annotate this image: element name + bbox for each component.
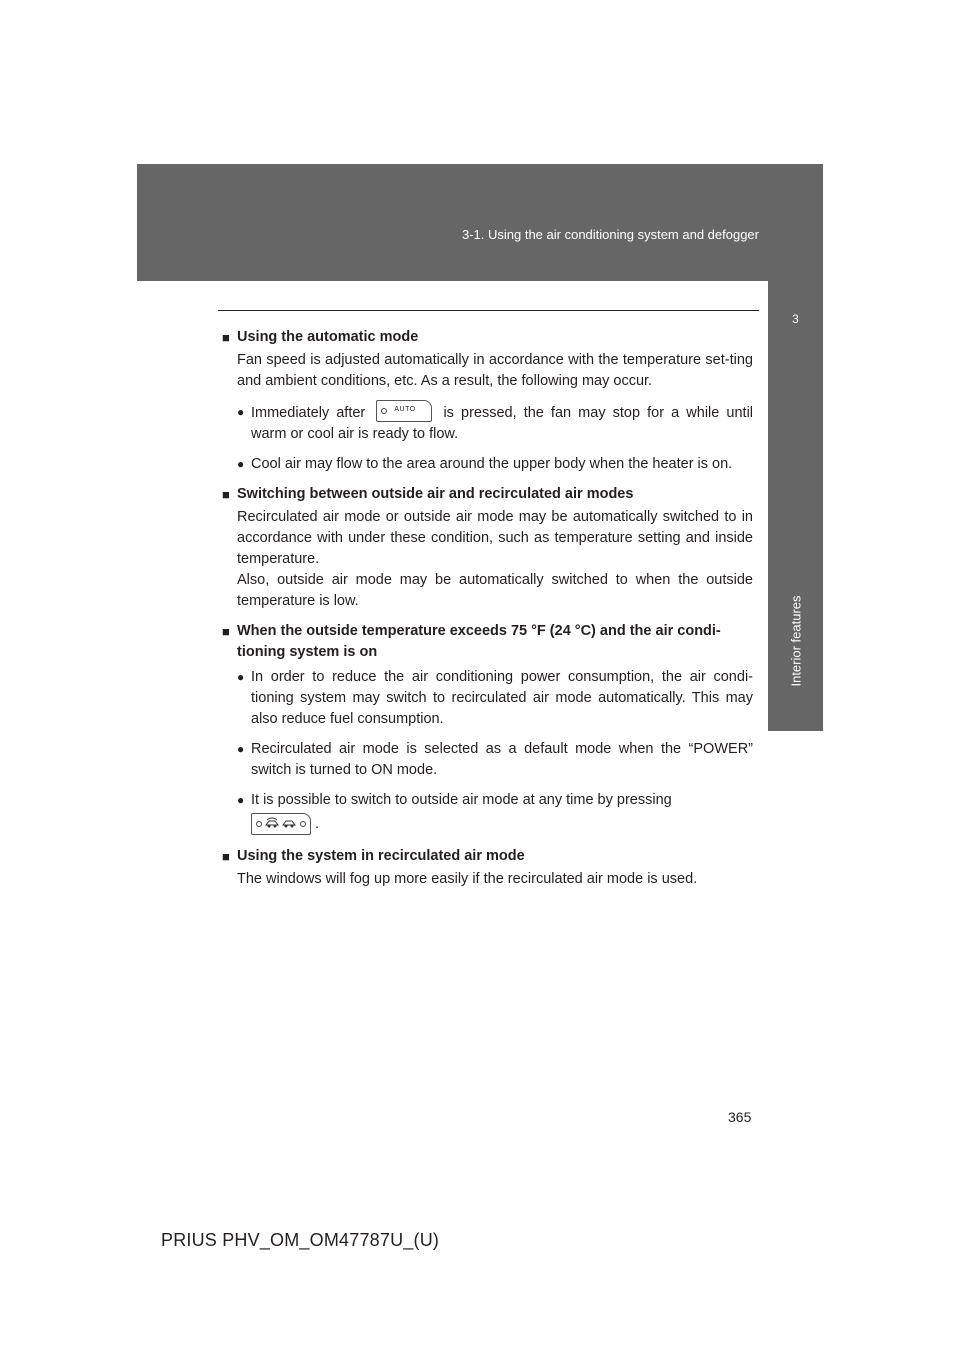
paragraph: The windows will fog up more easily if the recirculated air mode is used. xyxy=(237,871,698,887)
chapter-side-tab xyxy=(768,281,823,731)
circle-bullet-icon: ● xyxy=(237,405,245,419)
car-recirculation-icon xyxy=(264,817,298,829)
auto-button-icon xyxy=(376,400,432,422)
recirculation-button-icon xyxy=(251,813,311,835)
footer-text: PRIUS PHV_OM_OM47787U_(U) xyxy=(161,1230,440,1250)
list-item xyxy=(222,739,753,781)
heading-text: When the outside temperature exceeds 75 °F (24 °C) and the air condi-tioning system is on xyxy=(237,623,721,660)
paragraph: Also, outside air mode may be automatically switched to when the outside temperature is low. xyxy=(237,572,753,609)
square-bullet-icon: ■ xyxy=(222,849,230,864)
header-band xyxy=(137,164,823,281)
paragraph: Fan speed is adjusted automatically in accordance with the temperature set-ting and ambient conditions, etc. As a result, the following may occur. xyxy=(237,352,753,389)
section-heading xyxy=(222,327,753,348)
list-item xyxy=(222,402,753,445)
chapter-label: Interior features xyxy=(788,595,804,687)
heading-text: Switching between outside air and recirculated air modes xyxy=(237,486,634,502)
indicator-light xyxy=(300,821,306,827)
chapter-number: 3 xyxy=(792,312,799,326)
list-item xyxy=(222,667,753,730)
square-bullet-icon: ■ xyxy=(222,624,230,639)
section-title: 3-1. Using the air conditioning system and defogger xyxy=(461,227,759,242)
paragraph: Recirculated air mode or outside air mode may be automatically switched to in accordance with under these condition, such as temperature setting and inside temperature. xyxy=(237,509,753,567)
list-item-text: Immediately after AUTO is pressed, the fan may stop for a while until warm or cool air is ready to flow. xyxy=(251,402,753,445)
list-item-text: It is possible to switch to outside air mode at any time by pressing . xyxy=(251,790,753,837)
circle-bullet-icon: ● xyxy=(237,670,245,684)
heading-text: Using the system in recirculated air mode xyxy=(237,848,525,864)
indicator-light xyxy=(256,821,262,827)
section-heading xyxy=(222,621,753,663)
section-heading xyxy=(222,846,753,867)
page-content xyxy=(222,327,753,890)
section-heading xyxy=(222,484,753,505)
auto-button-label: AUTO xyxy=(394,406,416,413)
circle-bullet-icon: ● xyxy=(237,742,245,756)
list-item-text: Cool air may flow to the area around the upper body when the heater is on. xyxy=(251,456,733,472)
circle-bullet-icon: ● xyxy=(237,457,245,471)
indicator-light xyxy=(381,408,387,414)
list-item-text: Recirculated air mode is selected as a default mode when the “POWER” switch is turned to ON mode. xyxy=(251,741,753,778)
list-item xyxy=(222,454,753,475)
square-bullet-icon: ■ xyxy=(222,487,230,502)
square-bullet-icon: ■ xyxy=(222,330,230,345)
page-number: 365 xyxy=(728,1109,752,1125)
divider-rule xyxy=(218,310,759,311)
list-item xyxy=(222,790,753,837)
heading-text: Using the automatic mode xyxy=(237,329,419,345)
list-item-text: In order to reduce the air conditioning power consumption, the air condi-tioning system may switch to recirculated air mode automatically. This may also reduce fuel consumption. xyxy=(251,669,753,727)
circle-bullet-icon: ● xyxy=(237,793,245,807)
